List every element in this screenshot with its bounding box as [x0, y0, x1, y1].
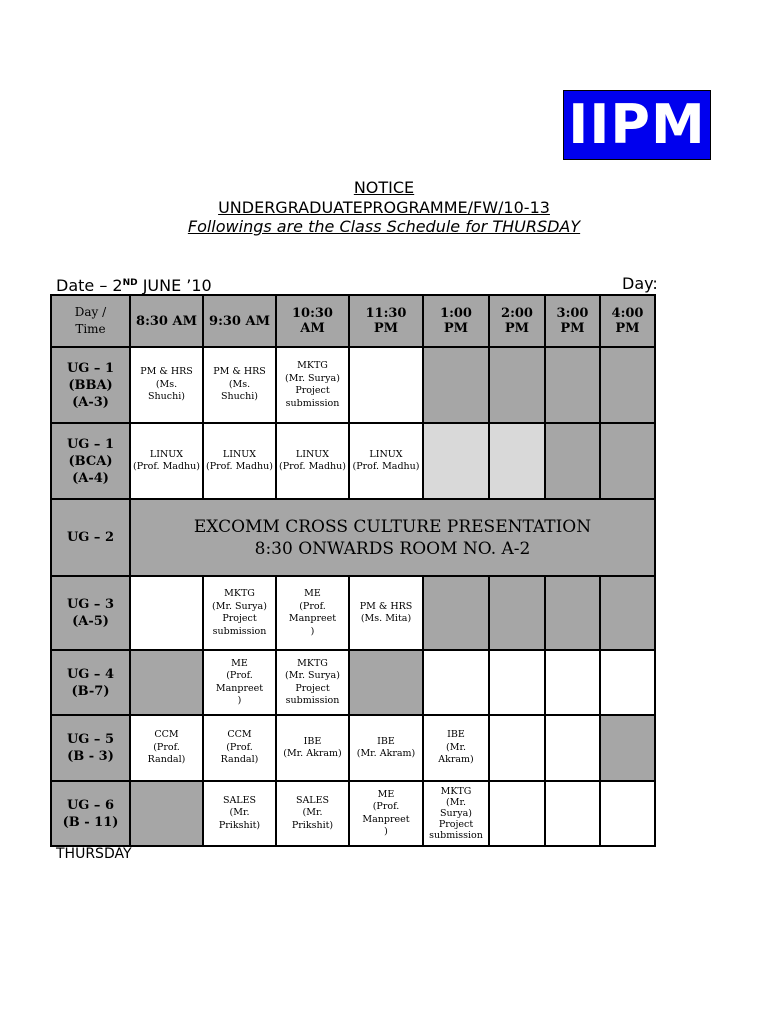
- row-label-line: UG – 3: [66, 597, 115, 612]
- schedule-cell-line: ): [384, 826, 388, 837]
- schedule-cell-line: SALES: [222, 794, 257, 806]
- header-time-line: 3:00: [556, 306, 589, 321]
- schedule-cell-line: submission: [212, 625, 267, 637]
- header-time-line: 11:30: [365, 306, 407, 321]
- header-time-line: AM: [300, 321, 325, 336]
- schedule-cell: [130, 781, 203, 846]
- date-prefix: Date – 2: [56, 276, 123, 295]
- row-label-line: UG – 2: [66, 530, 115, 545]
- schedule-cell: [130, 347, 203, 423]
- schedule-cell-line: Randal): [147, 754, 186, 766]
- schedule-cell-line: (Mr. Surya): [285, 372, 340, 384]
- row-label-line: UG – 4: [66, 666, 115, 682]
- schedule-cell: [349, 781, 423, 846]
- schedule-cell-line: (Prof. Madhu): [133, 461, 200, 472]
- schedule-cell: [600, 715, 655, 781]
- schedule-cell: [545, 715, 600, 781]
- schedule-cell-line: CCM: [227, 729, 252, 741]
- schedule-cell-line: (Mr.: [446, 741, 466, 753]
- schedule-cell-line: submission: [429, 830, 483, 841]
- schedule-cell: [130, 715, 203, 781]
- schedule-cell: [423, 650, 489, 715]
- header-time-slot: [489, 295, 545, 347]
- iipm-logo: [563, 90, 711, 160]
- row-label-line: (B - 11): [62, 814, 119, 830]
- schedule-cell-line: Surya): [440, 808, 472, 819]
- date-ordinal: ND: [122, 278, 138, 288]
- date-suffix: JUNE ’10: [137, 276, 212, 295]
- schedule-cell: [203, 423, 276, 499]
- schedule-cell: [349, 423, 423, 499]
- schedule-cell-line: LINUX: [295, 448, 330, 460]
- schedule-cell: [423, 423, 489, 499]
- schedule-cell: [489, 576, 545, 650]
- schedule-cell: [130, 423, 203, 499]
- schedule-cell-line: MKTG: [297, 657, 328, 669]
- programme-code: UNDERGRADUATEPROGRAMME/FW/10-13: [218, 198, 550, 217]
- schedule-cell-line: SALES: [295, 794, 330, 806]
- header-day-time: [51, 295, 130, 347]
- row-label: [51, 715, 130, 781]
- schedule-cell: [203, 347, 276, 423]
- schedule-cell: [545, 347, 600, 423]
- schedule-cell-line: (Mr.: [446, 797, 466, 808]
- schedule-cell-line: (Mr. Akram): [356, 748, 416, 759]
- class-schedule-table: [50, 294, 656, 847]
- schedule-cell: [276, 347, 349, 423]
- header-time-line: PM: [560, 321, 585, 336]
- schedule-cell-line: (Mr. Surya): [285, 670, 340, 681]
- header-time-slot: [600, 295, 655, 347]
- header-day-time-line: Time: [75, 322, 106, 336]
- schedule-cell: [349, 650, 423, 715]
- schedule-cell: [276, 650, 349, 715]
- schedule-cell-line: Manpreet: [288, 613, 337, 624]
- schedule-cell-line: Project: [295, 385, 330, 396]
- schedule-cell-line: (Mr.: [229, 807, 250, 819]
- header-time-line: PM: [443, 321, 469, 336]
- header-time-line: PM: [373, 321, 399, 336]
- schedule-cell-line: MKTG: [224, 588, 255, 599]
- schedule-cell-line: (Prof. Madhu): [279, 461, 346, 472]
- schedule-cell: [203, 576, 276, 650]
- header-time-slot: [349, 295, 423, 347]
- schedule-cell-line: (Prof.: [153, 741, 180, 753]
- schedule-cell: [489, 347, 545, 423]
- schedule-cell-line: Shuchi): [221, 391, 258, 403]
- schedule-cell-line: PM & HRS: [140, 366, 193, 378]
- header-time-slot: [545, 295, 600, 347]
- row-label-line: UG – 6: [66, 797, 115, 813]
- schedule-cell: [423, 781, 489, 846]
- schedule-cell-line: Manpreet: [215, 682, 264, 694]
- schedule-cell-line: LINUX: [222, 448, 257, 460]
- schedule-cell-line: (Prof. Madhu): [352, 461, 420, 472]
- schedule-cell-line: ME: [304, 588, 321, 599]
- row-label-line: UG – 1: [66, 360, 115, 376]
- row-label: [51, 499, 130, 576]
- footer-day: THURSDAY: [56, 846, 132, 862]
- schedule-cell: [489, 650, 545, 715]
- row-label-line: (B-7): [71, 683, 110, 699]
- schedule-cell: [600, 347, 655, 423]
- schedule-cell-line: (Mr. Akram): [283, 748, 342, 759]
- schedule-cell: [349, 347, 423, 423]
- schedule-cell: [489, 781, 545, 846]
- schedule-cell-line: Prikshit): [291, 819, 334, 831]
- schedule-cell-line: Prikshit): [218, 819, 261, 831]
- schedule-cell: [600, 576, 655, 650]
- schedule-cell-line: (Mr.: [302, 807, 323, 819]
- row-label-line: UG – 5: [66, 732, 115, 747]
- schedule-cell-line: PM & HRS: [213, 366, 266, 378]
- header-time-line: 9:30 AM: [209, 313, 270, 329]
- row-label-line: (A-3): [72, 394, 109, 410]
- header-day-time-line: Day /: [74, 305, 107, 319]
- row-label: [51, 650, 130, 715]
- schedule-cell-line: submission: [285, 397, 340, 409]
- schedule-cell-line: (Prof.: [226, 670, 253, 681]
- schedule-row: [51, 423, 655, 499]
- header-time-slot: [130, 295, 203, 347]
- date-line: [56, 274, 212, 295]
- header-time-slot: [423, 295, 489, 347]
- header-time-line: 1:00: [440, 306, 472, 321]
- header-time-line: 8:30 AM: [136, 313, 197, 329]
- row-label: [51, 423, 130, 499]
- schedule-row: [51, 715, 655, 781]
- row-label: [51, 576, 130, 650]
- schedule-cell-line: CCM: [154, 729, 179, 741]
- schedule-cell-line: (Ms.: [228, 378, 251, 390]
- schedule-cell: [545, 650, 600, 715]
- row-label-line: (BCA): [68, 453, 113, 469]
- schedule-cell: [276, 715, 349, 781]
- schedule-cell: [276, 423, 349, 499]
- schedule-cell: [276, 576, 349, 650]
- schedule-cell-line: ): [310, 625, 315, 637]
- header-time-slot: [276, 295, 349, 347]
- row-label-line: (A-5): [72, 614, 109, 629]
- logo-text: IIPM: [568, 93, 706, 156]
- schedule-cell-line: (Ms. Mita): [360, 613, 412, 624]
- schedule-cell: [203, 650, 276, 715]
- day-label: Day:: [622, 274, 658, 293]
- row-label-line: (B - 3): [67, 749, 114, 764]
- schedule-row: [51, 499, 655, 576]
- header-time-slot: [203, 295, 276, 347]
- schedule-cell-line: ): [237, 695, 242, 706]
- schedule-cell-line: LINUX: [369, 448, 403, 460]
- schedule-cell: [489, 423, 545, 499]
- event-banner: [130, 499, 655, 576]
- row-label-line: (A-4): [72, 470, 109, 486]
- row-label-line: UG – 1: [66, 436, 115, 452]
- row-label-line: (BBA): [68, 377, 113, 393]
- schedule-row: [51, 650, 655, 715]
- schedule-cell: [600, 650, 655, 715]
- schedule-cell: [600, 781, 655, 846]
- schedule-row: [51, 347, 655, 423]
- schedule-cell-line: MKTG: [440, 786, 472, 797]
- schedule-cell-line: IBE: [303, 735, 322, 747]
- schedule-cell: [423, 715, 489, 781]
- schedule-cell-line: (Ms.: [155, 378, 178, 390]
- schedule-cell: [130, 650, 203, 715]
- schedule-cell-line: (Mr. Surya): [212, 600, 267, 612]
- schedule-cell: [489, 715, 545, 781]
- schedule-cell: [276, 781, 349, 846]
- schedule-cell-line: (Prof.: [372, 801, 400, 812]
- header-time-line: 4:00: [611, 306, 644, 321]
- schedule-cell-line: Randal): [220, 754, 259, 766]
- schedule-cell-line: Akram): [438, 754, 474, 766]
- schedule-cell-line: (Prof.: [226, 741, 253, 753]
- schedule-cell: [203, 715, 276, 781]
- event-banner-line: EXCOMM CROSS CULTURE PRESENTATION: [193, 516, 592, 537]
- row-label: [51, 347, 130, 423]
- header-time-line: PM: [504, 321, 530, 336]
- schedule-cell-line: ME: [377, 788, 395, 800]
- schedule-cell-line: PM & HRS: [359, 600, 413, 612]
- schedule-cell-line: Shuchi): [148, 391, 185, 403]
- schedule-cell: [545, 423, 600, 499]
- schedule-cell: [423, 347, 489, 423]
- schedule-cell-line: (Prof.: [299, 600, 326, 612]
- schedule-cell: [545, 781, 600, 846]
- header-row: [51, 295, 655, 347]
- schedule-cell-line: LINUX: [149, 448, 184, 460]
- schedule-cell: [545, 576, 600, 650]
- schedule-cell-line: Manpreet: [362, 813, 410, 825]
- schedule-cell: [130, 576, 203, 650]
- schedule-cell: [203, 781, 276, 846]
- schedule-cell-line: IBE: [447, 729, 465, 741]
- schedule-row: [51, 576, 655, 650]
- schedule-cell: [349, 576, 423, 650]
- event-banner-line: 8:30 ONWARDS ROOM NO. A-2: [254, 538, 531, 559]
- schedule-cell-line: submission: [285, 695, 340, 706]
- schedule-cell-line: Project: [295, 682, 330, 694]
- schedule-cell-line: Project: [222, 613, 257, 624]
- schedule-cell-line: (Prof. Madhu): [206, 461, 273, 472]
- schedule-cell-line: ME: [231, 657, 248, 669]
- header-time-line: 2:00: [501, 306, 533, 321]
- schedule-cell-line: Project: [438, 819, 474, 830]
- schedule-cell: [423, 576, 489, 650]
- schedule-cell-line: IBE: [377, 735, 395, 747]
- header-time-line: 10:30: [292, 306, 333, 321]
- header-time-line: PM: [615, 321, 640, 336]
- schedule-cell: [349, 715, 423, 781]
- notice-title: NOTICE: [353, 178, 415, 197]
- row-label: [51, 781, 130, 846]
- schedule-subtitle: Followings are the Class Schedule for THURSDAY: [187, 217, 581, 236]
- schedule-cell-line: MKTG: [297, 360, 328, 371]
- schedule-cell: [600, 423, 655, 499]
- schedule-row: [51, 781, 655, 846]
